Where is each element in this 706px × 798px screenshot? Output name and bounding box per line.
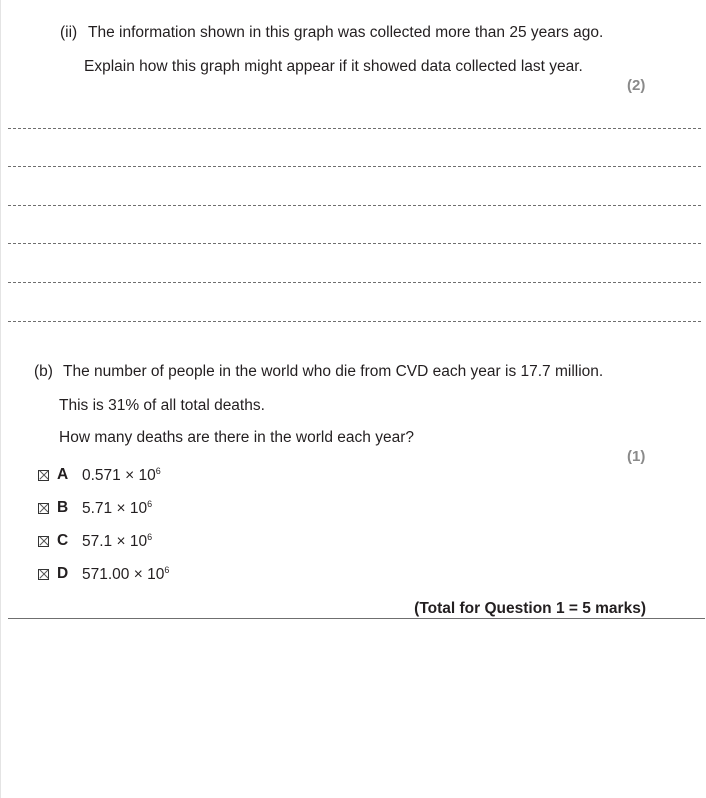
- part-ii-number: (ii): [60, 24, 78, 41]
- answer-line[interactable]: [8, 128, 701, 129]
- part-ii-text1: The information shown in this graph was collected more than 25 years ago.: [88, 24, 604, 41]
- part-b-text3: How many deaths are there in the world each year?: [59, 429, 414, 446]
- option-letter: A: [57, 466, 69, 483]
- part-b-marks: (1): [627, 448, 646, 465]
- page-edge: [0, 0, 1, 798]
- checkbox-icon[interactable]: [38, 569, 49, 580]
- part-b-line1: [34, 363, 603, 381]
- option-letter: D: [57, 565, 69, 582]
- option-value: $571.00 \times 10^6$: [82, 564, 170, 583]
- question-total: (Total for Question 1 = 5 marks): [414, 600, 646, 617]
- part-ii-line1: [60, 24, 603, 42]
- checkbox-icon[interactable]: [38, 536, 49, 547]
- option-b[interactable]: [38, 498, 152, 518]
- option-letter: B: [57, 499, 69, 516]
- section-divider: [8, 618, 705, 619]
- answer-line[interactable]: [8, 166, 701, 167]
- part-b-number: (b): [34, 363, 53, 380]
- option-d[interactable]: [38, 564, 169, 584]
- part-b-text1: The number of people in the world who die from CVD each year is 17.7 million.: [63, 363, 604, 380]
- option-value: $0.571 \times 10^6$: [82, 465, 161, 484]
- answer-line[interactable]: [8, 282, 701, 283]
- part-b-text2: This is 31% of all total deaths.: [59, 397, 265, 414]
- option-letter: C: [57, 532, 69, 549]
- option-value: $57.1 \times 10^6$: [82, 531, 153, 550]
- part-ii-marks: (2): [627, 77, 646, 94]
- checkbox-icon[interactable]: [38, 503, 49, 514]
- option-a[interactable]: [38, 465, 161, 485]
- answer-line[interactable]: [8, 321, 701, 322]
- answer-line[interactable]: [8, 243, 701, 244]
- option-c[interactable]: [38, 531, 152, 551]
- part-ii-text2: Explain how this graph might appear if it showed data collected last year.: [84, 58, 583, 75]
- option-value: $5.71 \times 10^6$: [82, 498, 153, 517]
- answer-line[interactable]: [8, 205, 701, 206]
- checkbox-icon[interactable]: [38, 470, 49, 481]
